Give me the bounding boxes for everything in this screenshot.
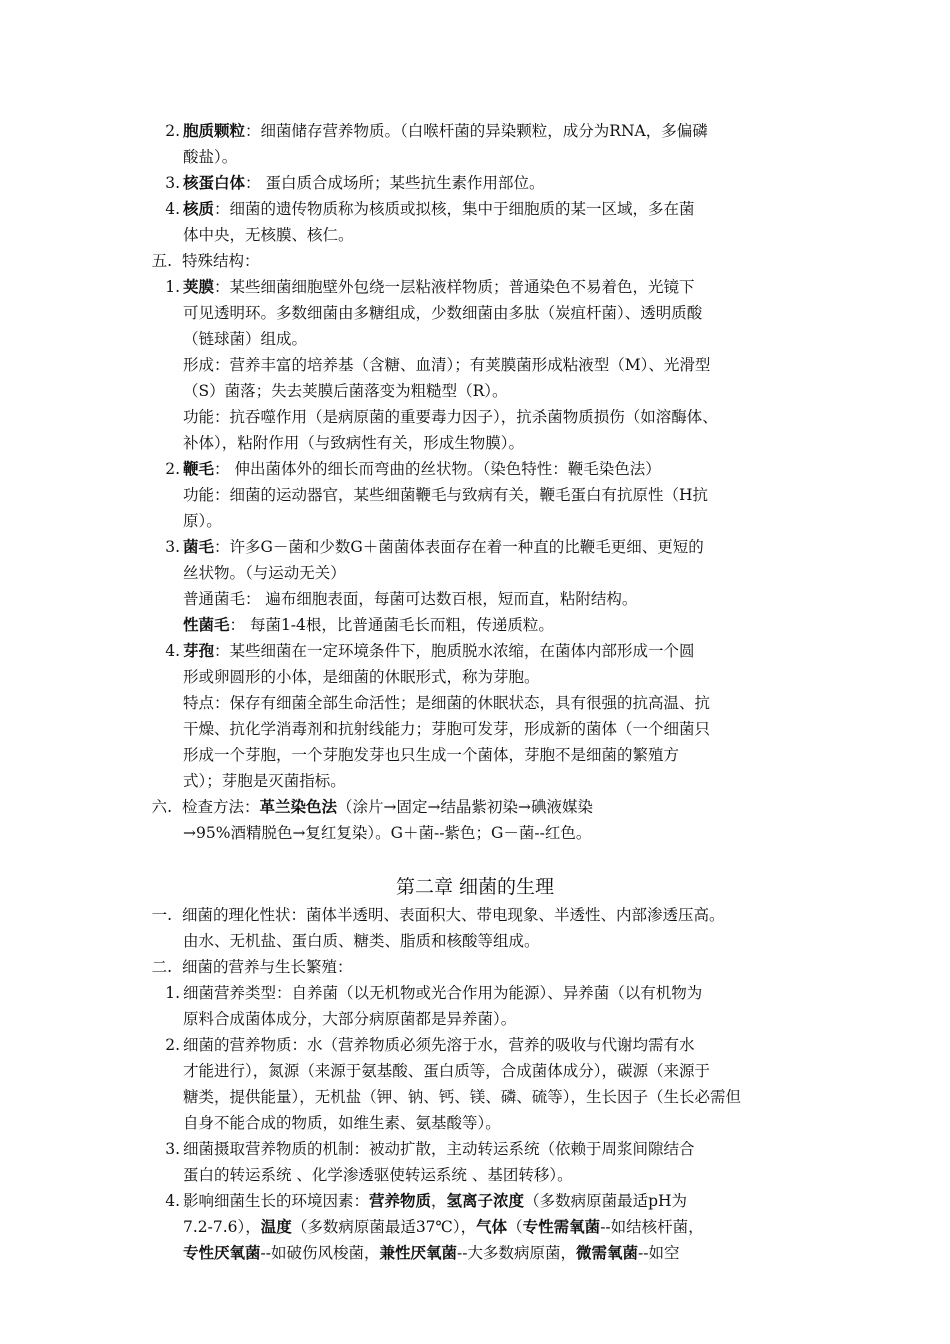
section-heading bbox=[0, 954, 950, 980]
text-run: （多数病原菌最适37℃）， bbox=[291, 1218, 477, 1236]
paragraph-line bbox=[0, 378, 950, 404]
line-text bbox=[183, 1162, 573, 1188]
line-text bbox=[183, 1110, 501, 1136]
line-text bbox=[183, 508, 222, 534]
item-number: 1. bbox=[165, 984, 180, 1002]
line-text bbox=[183, 1214, 704, 1240]
paragraph-line bbox=[0, 928, 950, 954]
text-run: ： 蛋白质合成场所；某些抗生素作用部位。 bbox=[245, 174, 545, 192]
paragraph-line bbox=[0, 560, 950, 586]
text-run: ： 每菌1-4根，比普通菌毛长而粗，传递质粒。 bbox=[229, 616, 554, 634]
text-run: （ bbox=[507, 1218, 523, 1236]
text-run: ：细菌的遗传物质称为核质或拟核，集中于细胞质的某一区域，多在菌 bbox=[214, 200, 695, 218]
line-text bbox=[183, 378, 508, 404]
line-text bbox=[183, 638, 695, 664]
text-run: --如破伤风梭菌， bbox=[260, 1244, 380, 1262]
bold-term: 温度 bbox=[260, 1217, 292, 1236]
line-text bbox=[183, 768, 346, 794]
text-run: 补体），粘附作用（与致病性有关，形成生物膜）。 bbox=[183, 434, 525, 452]
line-text bbox=[182, 954, 353, 980]
section-number: 二. bbox=[151, 958, 172, 976]
line-text bbox=[183, 716, 710, 742]
text-run: ： 伸出菌体外的细长而弯曲的丝状物。（染色特性：鞭毛染色法） bbox=[214, 460, 661, 478]
paragraph-line bbox=[0, 222, 950, 248]
text-run: 特殊结构： bbox=[182, 252, 260, 270]
line-text bbox=[182, 794, 593, 820]
text-run: 式）；芽胞是灭菌指标。 bbox=[183, 772, 346, 790]
line-text bbox=[182, 902, 725, 928]
item-number: 4. bbox=[165, 200, 180, 218]
text-run: 细菌摄取营养物质的机制：被动扩散，主动转运系统（依赖于周浆间隙结合 bbox=[183, 1140, 695, 1158]
text-run: （涂片→固定→结晶紫初染→碘液媒染 bbox=[337, 798, 593, 816]
list-item bbox=[0, 170, 950, 196]
text-run: ：细菌储存营养物质。（白喉杆菌的异染颗粒，成分为RNA，多偏磷 bbox=[245, 122, 708, 140]
item-number: 2. bbox=[165, 460, 180, 478]
bold-term: 专性需氧菌 bbox=[522, 1217, 601, 1236]
paragraph-line bbox=[0, 404, 950, 430]
paragraph-line bbox=[0, 482, 950, 508]
item-number: 3. bbox=[165, 174, 180, 192]
bold-term: 核蛋白体 bbox=[183, 173, 246, 192]
bold-term: 菌毛 bbox=[183, 537, 215, 556]
line-text bbox=[183, 196, 695, 222]
item-number: 1. bbox=[165, 278, 180, 296]
line-text bbox=[183, 1006, 516, 1032]
text-run: 细菌的理化性状：菌体半透明、表面积大、带电现象、半透性、内部渗透压高。 bbox=[182, 906, 725, 924]
paragraph-line bbox=[0, 820, 950, 846]
text-run: 干燥、抗化学消毒剂和抗射线能力；芽胞可发芽，形成新的菌体（一个细菌只 bbox=[183, 720, 711, 738]
line-text bbox=[183, 456, 661, 482]
bold-term: 兼性厌氧菌 bbox=[379, 1243, 458, 1262]
paragraph-line bbox=[0, 1162, 950, 1188]
text-run: ：某些细菌在一定环境条件下，胞质脱水浓缩，在菌体内部形成一个圆 bbox=[214, 642, 695, 660]
line-text bbox=[183, 586, 637, 612]
line-text bbox=[183, 664, 540, 690]
text-run: →95%酒精脱色→复红复染）。G＋菌--紫色；G－菌--红色。 bbox=[183, 824, 592, 842]
text-run: 形或卵圆形的小体，是细菌的休眠形式，称为芽胞。 bbox=[183, 668, 540, 686]
line-text bbox=[183, 430, 524, 456]
bold-term: 营养物质 bbox=[369, 1191, 432, 1210]
text-run: 原）。 bbox=[183, 512, 222, 530]
bold-term: 微需氧菌 bbox=[576, 1243, 639, 1262]
text-run: 自身不能合成的物质，如维生素、氨基酸等）。 bbox=[183, 1114, 501, 1132]
text-run: （多数病原菌最适pH为 bbox=[524, 1192, 688, 1210]
paragraph-line bbox=[0, 768, 950, 794]
section-heading bbox=[0, 902, 950, 928]
text-run: ：许多G－菌和少数G＋菌菌体表面存在着一种直的比鞭毛更细、更短的 bbox=[214, 538, 704, 556]
text-run: ， bbox=[431, 1192, 447, 1210]
spacer bbox=[0, 846, 950, 872]
line-text bbox=[183, 274, 695, 300]
line-text bbox=[183, 534, 704, 560]
line-text bbox=[183, 820, 591, 846]
text-run: 酸盐）。 bbox=[183, 148, 238, 166]
text-run: 细菌的营养物质：水（营养物质必须先溶于水，营养的吸收与代谢均需有水 bbox=[183, 1036, 695, 1054]
bold-term: 核质 bbox=[183, 199, 215, 218]
paragraph-line bbox=[0, 1240, 950, 1266]
text-run: --如结核杆菌， bbox=[600, 1218, 704, 1236]
text-run: 糖类，提供能量），无机盐（钾、钠、钙、镁、磷、硫等），生长因子（生长必需但 bbox=[183, 1088, 742, 1106]
paragraph-line bbox=[0, 664, 950, 690]
section-heading bbox=[0, 248, 950, 274]
paragraph-line bbox=[0, 144, 950, 170]
section-number: 五. bbox=[151, 252, 172, 270]
paragraph-line bbox=[0, 612, 950, 638]
line-text bbox=[183, 1032, 695, 1058]
bold-term: 胞质颗粒 bbox=[183, 121, 246, 140]
text-run: 体中央，无核膜、核仁。 bbox=[183, 226, 354, 244]
text-run: （S）菌落；失去荚膜后菌落变为粗糙型（R）。 bbox=[183, 382, 508, 400]
paragraph-line bbox=[0, 690, 950, 716]
section-heading bbox=[0, 794, 950, 820]
text-run: 形成：营养丰富的培养基（含糖、血清）；有荚膜菌形成粘液型（M）、光滑型 bbox=[183, 356, 711, 374]
line-text bbox=[183, 170, 544, 196]
text-run: 特点：保存有细菌全部生命活性；是细菌的休眠状态，具有很强的抗高温、抗 bbox=[183, 694, 711, 712]
line-text bbox=[183, 222, 354, 248]
line-text bbox=[183, 118, 708, 144]
paragraph-line bbox=[0, 326, 950, 352]
text-run: 普通菌毛： 遍布细胞表面，每菌可达数百根，短而直，粘附结构。 bbox=[183, 590, 638, 608]
line-text bbox=[183, 1240, 680, 1266]
item-number: 2. bbox=[165, 1036, 180, 1054]
list-item bbox=[0, 274, 950, 300]
bold-term: 氢离子浓度 bbox=[446, 1191, 525, 1210]
text-run: 形成一个芽胞，一个芽胞发芽也只生成一个菌体，芽胞不是细菌的繁殖方 bbox=[183, 746, 680, 764]
list-item bbox=[0, 534, 950, 560]
line-text bbox=[183, 742, 679, 768]
list-item bbox=[0, 1032, 950, 1058]
text-run: --大多数病原菌， bbox=[457, 1244, 576, 1262]
line-text bbox=[183, 482, 708, 508]
bold-term: 专性厌氧菌 bbox=[183, 1243, 261, 1262]
list-item bbox=[0, 196, 950, 222]
text-run: 功能：细菌的运动器官，某些细菌鞭毛与致病有关，鞭毛蛋白有抗原性（H抗 bbox=[183, 486, 709, 504]
paragraph-line bbox=[0, 352, 950, 378]
text-run: 检查方法： bbox=[182, 798, 260, 816]
text-run: （链球菌）组成。 bbox=[183, 330, 308, 348]
paragraph-line bbox=[0, 1214, 950, 1240]
line-text bbox=[183, 980, 702, 1006]
line-text bbox=[183, 690, 710, 716]
document-page bbox=[0, 118, 950, 1266]
paragraph-line bbox=[0, 586, 950, 612]
paragraph-line bbox=[0, 742, 950, 768]
line-text bbox=[183, 352, 710, 378]
line-text bbox=[183, 560, 346, 586]
list-item bbox=[0, 980, 950, 1006]
item-number: 2. bbox=[165, 122, 180, 140]
list-item bbox=[0, 456, 950, 482]
text-run: 7.2-7.6）， bbox=[183, 1218, 261, 1236]
line-text bbox=[183, 144, 237, 170]
bold-term: 荚膜 bbox=[183, 277, 215, 296]
item-number: 4. bbox=[165, 1192, 180, 1210]
list-item bbox=[0, 1188, 950, 1214]
section-number: 一. bbox=[151, 906, 172, 924]
paragraph-line bbox=[0, 716, 950, 742]
chapter-title bbox=[0, 872, 950, 902]
text-run: 可见透明环。多数细菌由多糖组成，少数细菌由多肽（炭疽杆菌）、透明质酸 bbox=[183, 304, 703, 322]
paragraph-line bbox=[0, 508, 950, 534]
text-run: --如空 bbox=[638, 1244, 680, 1262]
paragraph-line bbox=[0, 1058, 950, 1084]
text-run: 丝状物。（与运动无关） bbox=[183, 564, 346, 582]
line-text bbox=[183, 1058, 710, 1084]
text-run: 细菌的营养与生长繁殖： bbox=[182, 958, 353, 976]
list-item bbox=[0, 638, 950, 664]
line-text bbox=[183, 300, 702, 326]
chapter-title-text: 第二章 细菌的生理 bbox=[395, 876, 555, 898]
section-number: 六. bbox=[151, 798, 172, 816]
line-text bbox=[183, 1084, 741, 1110]
line-text bbox=[183, 1188, 687, 1214]
paragraph-line bbox=[0, 1084, 950, 1110]
paragraph-line bbox=[0, 1006, 950, 1032]
text-run: 由水、无机盐、蛋白质、糖类、脂质和核酸等组成。 bbox=[183, 932, 540, 950]
line-text bbox=[183, 326, 307, 352]
bold-term: 气体 bbox=[476, 1217, 508, 1236]
text-run: ：某些细菌细胞壁外包绕一层粘液样物质；普通染色不易着色，光镜下 bbox=[214, 278, 695, 296]
paragraph-line bbox=[0, 430, 950, 456]
line-text bbox=[183, 612, 554, 638]
list-item bbox=[0, 1136, 950, 1162]
bold-term: 革兰染色法 bbox=[259, 797, 338, 816]
bold-term: 性菌毛 bbox=[183, 615, 230, 634]
paragraph-line bbox=[0, 300, 950, 326]
item-number: 4. bbox=[165, 642, 180, 660]
line-text bbox=[183, 928, 540, 954]
text-run: 功能：抗吞噬作用（是病原菌的重要毒力因子），抗杀菌物质损伤（如溶酶体、 bbox=[183, 408, 718, 426]
paragraph-line bbox=[0, 1110, 950, 1136]
line-text bbox=[182, 248, 260, 274]
bold-term: 鞭毛 bbox=[183, 459, 215, 478]
list-item bbox=[0, 118, 950, 144]
item-number: 3. bbox=[165, 1140, 180, 1158]
bold-term: 芽孢 bbox=[183, 641, 215, 660]
text-run: 蛋白的转运系统 、化学渗透驱使转运系统 、基团转移）。 bbox=[183, 1166, 573, 1184]
item-number: 3. bbox=[165, 538, 180, 556]
line-text bbox=[183, 404, 718, 430]
text-run: 才能进行），氮源（来源于氨基酸、蛋白质等，合成菌体成分），碳源（来源于 bbox=[183, 1062, 711, 1080]
line-text bbox=[183, 1136, 695, 1162]
text-run: 原料合成菌体成分，大部分病原菌都是异养菌）。 bbox=[183, 1010, 517, 1028]
text-run: 影响细菌生长的环境因素： bbox=[183, 1192, 370, 1210]
text-run: 细菌营养类型：自养菌（以无机物或光合作用为能源）、异养菌（以有机物为 bbox=[183, 984, 703, 1002]
